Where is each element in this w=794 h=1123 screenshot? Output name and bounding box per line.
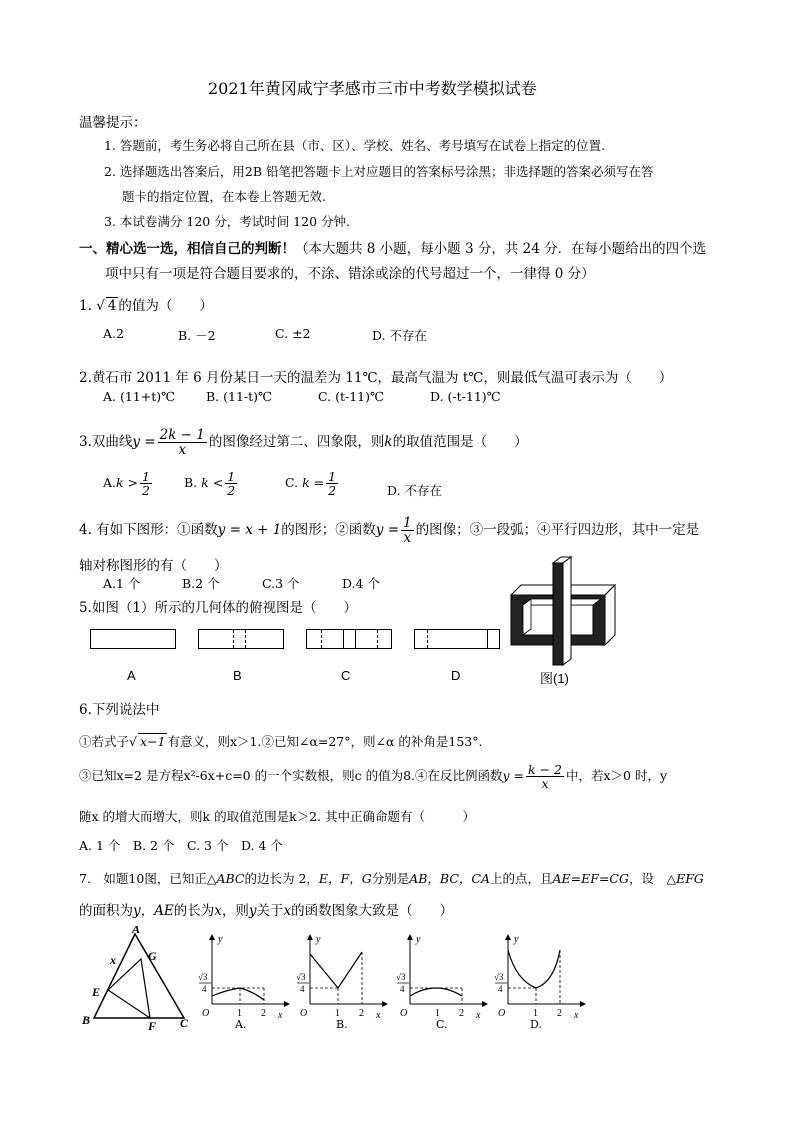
tick-sqrt3: √3: [296, 972, 306, 982]
x-axis-label: x: [376, 1010, 381, 1021]
graph-option-a: [198, 932, 290, 1032]
triangle-abc: [94, 934, 184, 1018]
hidden-edge: [377, 630, 378, 648]
hidden-edge: [427, 630, 428, 648]
label-b: B: [82, 1013, 91, 1027]
origin-label: O: [400, 1008, 408, 1019]
q3-option-a: A.k > $\frac{1}{2}$: [103, 469, 150, 499]
tick-sqrt3: √3: [198, 972, 208, 982]
q5-label-b: B: [233, 668, 242, 683]
q5-label-c: C: [341, 668, 351, 683]
label-c: C: [180, 1016, 189, 1030]
x-axis-label: x: [476, 1010, 481, 1021]
q6-statement-4: 随x 的增大而增大，则k 的取值范围是k＞2. 其中正确命题有（ ）: [79, 809, 476, 824]
q5-option-d-figure: [414, 629, 500, 649]
hidden-edge: [233, 630, 234, 648]
q5-stem: 5.如图（1）所示的几何体的俯视图是（ ）: [79, 600, 357, 616]
q5-option-b-figure: [198, 629, 284, 649]
q1-stem: 1. √ 4 的值为（ ）: [79, 298, 213, 314]
tip-3: 3. 本试卷满分 120 分，考试时间 120 分钟.: [104, 214, 350, 229]
tick-4: 4: [400, 984, 405, 994]
tick-4: 4: [498, 984, 503, 994]
origin-label: O: [300, 1008, 308, 1019]
graph-label-c: C.: [436, 1018, 448, 1031]
x-axis-label: x: [574, 1010, 579, 1021]
q7-stem-line1: 7. 如题10图，已知正△ABC的边长为 2，E，F，G分别是AB，BC，CA上的点，且AE=EF=CG，设 △EFG: [79, 871, 704, 886]
tick-4: 4: [300, 984, 305, 994]
tip-1: 1. 答题前，考生务必将自己所在县（市、区）、学校、姓名、考号填写在试卷上指定的位置.: [104, 138, 606, 153]
tick-sqrt3: √3: [494, 972, 504, 982]
q2-option-b: B. (11-t)℃: [206, 389, 273, 404]
tick-2: 2: [557, 1008, 562, 1019]
zhong-solid-figure: [505, 555, 617, 667]
q1-option-c: C. ±2: [275, 326, 311, 341]
q1-option-d: D. 不存在: [372, 328, 428, 343]
label-a: A: [132, 926, 141, 936]
edge: [343, 630, 344, 648]
graph-label-b: B.: [336, 1018, 348, 1031]
edge: [355, 630, 356, 648]
page-title: 2021年黄冈咸宁孝感市三市中考数学模拟试卷: [208, 79, 537, 98]
tick-4: 4: [202, 984, 207, 994]
label-e: E: [92, 985, 101, 999]
q2-option-c: C. (t-11)℃: [318, 389, 384, 404]
q4-stem: 4. 有如下图形：①函数y = x + 1的图形；②函数y = $\frac{1}{x}$ 的图像；③一段弧；④平行四边形，其中一定是: [79, 515, 700, 547]
q5-option-c-figure: [306, 629, 392, 649]
graph-label-d: D.: [530, 1018, 542, 1031]
q5-label-d: D: [451, 668, 461, 683]
figure-1-label: 图(1): [540, 671, 569, 686]
y-axis-label: y: [218, 934, 223, 945]
q4-option-b: B.2 个: [182, 576, 220, 591]
section1-desc: （本大题共 8 小题，每小题 3 分，共 24 分．在每小题给出的四个选: [295, 241, 707, 257]
tick-1: 1: [533, 1008, 538, 1019]
label-f: F: [148, 1019, 157, 1033]
q6-statement-1: ①若式子√ x−1 有意义，则x＞1.②已知∠α=27°，则∠α 的补角是153°.: [79, 734, 483, 749]
hidden-edge: [321, 630, 322, 648]
section1-line1: [79, 237, 706, 257]
q6-options: A. 1 个 B. 2 个 C. 3 个 D. 4 个: [79, 838, 283, 853]
y-axis-label: y: [316, 934, 321, 945]
q4-option-a: A.1 个: [103, 576, 141, 591]
y-axis-label: y: [416, 934, 421, 945]
tick-2: 2: [459, 1008, 464, 1019]
origin-label: O: [202, 1008, 210, 1019]
q3-option-b: B. k < $\frac{1}{2}$: [184, 469, 236, 499]
graph-option-c: [396, 932, 488, 1032]
q6-statement-3: ③已知x=2 是方程x²-6x+c=0 的一个实数根，则c 的值为8.④在反比例函数y = $\frac{k - 2}{x}$ 中，若x＞0 时，y: [79, 762, 668, 792]
x-axis-label: x: [278, 1010, 283, 1021]
q1-option-a: A.2: [103, 326, 124, 341]
q2-stem: 2.黄石市 2011 年 6 月份某日一天的温差为 11℃，最高气温为 t℃，则最低气温可表示为（ ）: [79, 370, 673, 386]
q4-stem-cont: 轴对称图形的有（ ）: [79, 558, 228, 574]
q3-stem: 3.双曲线y = $\frac{2k - 1}{x}$ 的图像经过第二、四象限，则k的取值范围是（ ）: [79, 427, 528, 459]
graph-option-d: [494, 932, 586, 1032]
tick-1: 1: [435, 1008, 440, 1019]
tick-2: 2: [261, 1008, 266, 1019]
q3-option-c: C. k = $\frac{1}{2}$: [285, 469, 337, 499]
label-x: x: [110, 953, 116, 967]
hidden-edge: [245, 630, 246, 648]
graph-label-a: A.: [235, 1018, 247, 1031]
tick-1: 1: [237, 1008, 242, 1019]
triangle-efg: [108, 959, 150, 1018]
tick-sqrt3: √3: [396, 972, 406, 982]
section1-heading: 一、精心选一选，相信自己的判断！: [79, 241, 295, 257]
origin-label: O: [498, 1008, 506, 1019]
tip-2: 2. 选择题选出答案后，用2B 铅笔把答题卡上对应题目的答案标号涂黑；非选择题的答案必须写在答: [104, 164, 654, 179]
label-g: G: [148, 949, 157, 963]
graph-option-b: [296, 932, 388, 1032]
y-axis-label: y: [514, 934, 519, 945]
tick-2: 2: [359, 1008, 364, 1019]
q2-option-a: A. (11+t)℃: [103, 389, 176, 404]
q1-radicand: 4: [107, 298, 117, 314]
q6-stem: 6.下列说法中: [79, 702, 160, 718]
q3-fraction: $\frac{2k - 1}{x}$: [159, 427, 205, 459]
q5-option-a-figure: [90, 629, 176, 649]
q4-option-d: D.4 个: [342, 576, 380, 591]
tip-2-cont: 题卡的指定位置，在本卷上答题无效.: [122, 189, 326, 204]
q7-stem-line2: 的面积为y，AE的长为x，则y关于x的函数图象大致是（ ）: [79, 903, 454, 919]
q2-option-d: D. (-t-11)℃: [430, 389, 501, 404]
q1-option-b: B. －2: [178, 328, 216, 343]
triangle-abc-figure: [78, 926, 198, 1036]
tips-heading: 温馨提示：: [79, 115, 147, 131]
section1-desc2: 项中只有一项是符合题目要求的，不涂、错涂或涂的代号超过一个，一律得 0 分）: [105, 266, 595, 282]
edge: [487, 630, 488, 648]
q3-option-d: D. 不存在: [387, 483, 443, 498]
q4-option-c: C.3 个: [262, 576, 300, 591]
tick-1: 1: [335, 1008, 340, 1019]
q5-label-a: A: [127, 668, 136, 683]
